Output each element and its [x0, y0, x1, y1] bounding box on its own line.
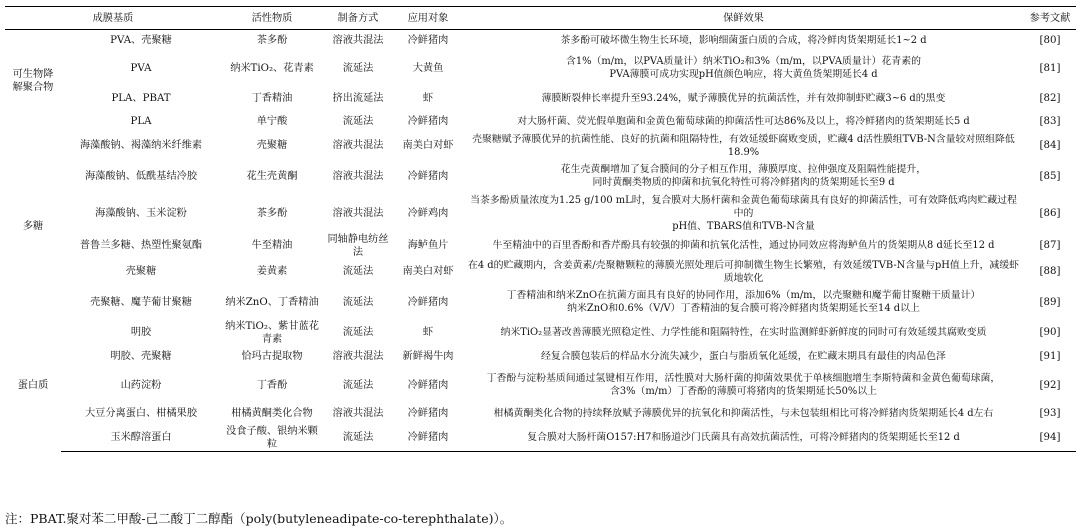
effect-line: 含3%（m/m）丁香酚的薄膜可将猪肉的货架期延长50%以上	[609, 386, 878, 397]
target-cell: 南美白对虾	[402, 140, 454, 151]
effect-cell	[463, 320, 1024, 346]
effect-line: 牛至精油中的百里香酚和香芹酚具有较强的抑菌和抗氧化活性，通过协同效应将海鲈鱼片的货架期从8 d延长至12 d	[492, 240, 995, 251]
matrix-cell: 山药淀粉	[120, 379, 162, 391]
effect-line: 对大肠杆菌、荧光假单胞菌和金黄色葡萄球菌的抑菌活性可达86%及以上，将冷鲜猪肉的货架期延长5 d	[517, 116, 970, 127]
effect-cell	[463, 51, 1024, 86]
reference-cell: [89]	[1039, 296, 1061, 308]
effect-cell	[463, 285, 1024, 320]
effect-cell	[463, 111, 1024, 133]
effect-cell	[463, 259, 1024, 285]
effect-cell	[463, 30, 1024, 51]
matrix-cell: 明胶	[130, 327, 152, 338]
matrix-cell: 壳聚糖、魔芋葡甘聚糖	[90, 296, 192, 308]
target-cell: 虾	[422, 327, 434, 338]
active-substance-cell: 茶多酚	[256, 34, 288, 46]
table-row	[5, 86, 1076, 111]
table-row	[5, 320, 1076, 346]
effect-line: 丁香精油和纳米ZnO在抗菌方面具有良好的协同作用，添加6%（m/m，以壳聚糖和魔芋葡甘聚糖干质量计）	[506, 290, 981, 301]
table-row	[5, 346, 1076, 368]
effect-line: 含1%（m/m，以PVA质量计）纳米TiO₂和3%（m/m，以PVA质量计）花青素的	[566, 56, 921, 67]
matrix-cell: PVA、壳聚糖	[110, 34, 172, 46]
effect-line: 当茶多酚质量浓度为1.25 g/100 mL时，复合膜对大肠杆菌和金黄色葡萄球菌具有良好的抑菌活性，可有效降低鸡肉贮藏过程中的	[470, 194, 1017, 219]
active-substance-cell: 恰玛古提取物	[241, 351, 303, 362]
reference-cell: [91]	[1039, 351, 1061, 362]
target-cell: 南美白对虾	[402, 266, 454, 277]
effect-cell	[463, 86, 1024, 111]
target-cell: 冷鲜猪肉	[407, 408, 449, 419]
reference-cell: [94]	[1024, 425, 1076, 452]
reference-cell: [92]	[1039, 379, 1061, 391]
table-body	[5, 30, 1076, 452]
target-cell: 冷鲜鸡肉	[407, 207, 449, 219]
matrix-cell: 大豆分离蛋白、柑橘果胶	[84, 408, 198, 419]
active-substance-cell: 纳米TiO₂、花青素	[230, 62, 314, 74]
method-cell: 流延法	[323, 425, 393, 452]
reference-cell: [81]	[1039, 62, 1061, 74]
reference-cell: [93]	[1039, 408, 1061, 419]
header-preparation-method: 制备方式	[323, 7, 393, 30]
effect-cell	[463, 425, 1024, 452]
target-cell: 海鲈鱼片	[407, 240, 449, 251]
reference-cell: [80]	[1039, 34, 1061, 46]
effect-line: PVA薄膜可成功实现pH值颜色响应，将大黄鱼货架期延长4 d	[609, 69, 878, 80]
effect-cell	[463, 133, 1024, 159]
active-substance-cell: 丁香精油	[251, 92, 293, 104]
table-row	[5, 403, 1076, 425]
matrix-cell: PLA、PBAT	[111, 92, 171, 104]
target-cell: 冷鲜猪肉	[407, 34, 449, 46]
effect-line: 茶多酚可破坏微生物生长环境，影响细菌蛋白质的合成，将冷鲜肉货架期延长1~2 d	[560, 34, 927, 46]
preservation-table	[5, 6, 1076, 452]
active-substance-cell: 单宁酸	[256, 116, 288, 127]
method-cell: 溶液共混法	[332, 170, 384, 182]
active-substance-cell: 纳米TiO₂、紫甘蓝花青素	[225, 320, 319, 345]
effect-line: 纳米TiO₂显著改善薄膜光照稳定性、力学性能和阻隔特性，在实时监测鲜虾新鲜度的同时可有效延缓其腐败变质	[500, 327, 987, 338]
active-substance-cell: 丁香酚	[256, 379, 288, 391]
target-cell: 大黄鱼	[412, 62, 444, 74]
active-substance-cell: 姜黄素	[256, 266, 288, 277]
method-cell: 流延法	[342, 266, 374, 277]
matrix-cell: 明胶、壳聚糖	[110, 351, 172, 362]
reference-cell: [87]	[1039, 240, 1061, 251]
effect-line: pH值、TBARS值和TVB-N含量	[672, 220, 815, 232]
matrix-cell: 壳聚糖	[125, 266, 157, 277]
matrix-cell: PLA	[130, 116, 152, 127]
effect-line: 丁香酚与淀粉基质间通过氢键相互作用，活性膜对大肠杆菌的抑菌效果优于单核细胞增生李斯特菌和金黄色葡萄球菌，	[486, 373, 1001, 384]
target-cell: 冷鲜猪肉	[407, 296, 449, 308]
effect-line: 复合膜对大肠杆菌O157:H7和肠道沙门氏菌具有高效抗菌活性，可将冷鲜猪肉的货架期延长至12 d	[527, 432, 960, 443]
target-cell: 冷鲜猪肉	[393, 425, 463, 452]
matrix-cell: 海藻酸钠、褐藻纳米纤维素	[79, 140, 203, 151]
method-cell: 流延法	[342, 296, 374, 308]
effect-cell	[463, 194, 1024, 233]
reference-cell: [88]	[1039, 266, 1061, 277]
active-substance-cell: 纳米ZnO、丁香精油	[225, 296, 319, 308]
method-cell: 流延法	[342, 379, 374, 391]
method-cell: 同轴静电纺丝法	[327, 233, 389, 258]
table-footnote: 注：PBAT.聚对苯二甲酸-己二酸丁二醇酯（poly(butyleneadipate-co-terephthalate)）。	[5, 511, 513, 526]
method-cell: 溶液共混法	[332, 207, 384, 219]
method-cell: 挤出流延法	[332, 92, 384, 104]
method-cell: 溶液共混法	[332, 351, 384, 362]
header-preservation-effect: 保鲜效果	[463, 7, 1024, 30]
reference-cell: [85]	[1039, 170, 1061, 182]
table-row	[5, 159, 1076, 194]
table-row	[5, 30, 1076, 51]
target-cell: 虾	[422, 92, 434, 104]
table-row	[5, 133, 1076, 159]
table-row	[5, 425, 1076, 452]
header-active-substance: 活性物质	[221, 7, 323, 30]
header-reference: 参考文献	[1024, 7, 1076, 30]
effect-line: 纳米ZnO和0.6%（V/V）丁香精油的复合膜可将冷鲜猪肉货架期延长至14 d以上	[567, 303, 920, 314]
table-row	[5, 194, 1076, 233]
table-row	[5, 51, 1076, 86]
method-cell: 溶液共混法	[332, 408, 384, 419]
active-substance-cell: 牛至精油	[251, 240, 293, 251]
active-substance-cell: 没食子酸、银纳米颗粒	[221, 425, 323, 452]
header-application-target: 应用对象	[393, 7, 463, 30]
table-row	[5, 111, 1076, 133]
table-row	[5, 285, 1076, 320]
table-row	[5, 368, 1076, 403]
effect-cell	[463, 159, 1024, 194]
effect-line: 花生壳黄酮增加了复合膜间的分子相互作用，薄膜厚度、拉伸强度及阻隔性能提升，	[560, 164, 927, 175]
category-cell: 可生物降解聚合物	[12, 69, 54, 94]
table-row	[5, 233, 1076, 259]
effect-line: 薄膜断裂伸长率提升至93.24%，赋予薄膜优异的抗菌活性，并有效抑制虾贮藏3~6 d的黑变	[541, 92, 946, 104]
method-cell: 溶液共混法	[332, 140, 384, 151]
active-substance-cell: 壳聚糖	[256, 140, 288, 151]
table-header-row	[5, 7, 1076, 30]
reference-cell: [84]	[1039, 140, 1061, 151]
target-cell: 冷鲜猪肉	[407, 170, 449, 182]
target-cell: 新鲜褐牛肉	[402, 351, 454, 362]
reference-cell: [82]	[1039, 92, 1061, 104]
effect-line: 柑橘黄酮类化合物的持续释放赋予薄膜优异的抗氧化和抑菌活性，与未包装组相比可将冷鲜猪肉货架期延长4 d左右	[493, 408, 994, 419]
matrix-cell: 海藻酸钠、低酰基结冷胶	[84, 170, 198, 182]
effect-line: 在4 d的贮藏期内，含姜黄素/壳聚糖颗粒的薄膜光照处理后可抑制微生物生长繁殖，有效延缓TVB-N含量与pH值上升，减缓虾质地软化	[467, 259, 1020, 284]
matrix-cell: PVA	[130, 62, 152, 74]
effect-line: 经复合膜包装后的样品水分流失减少，蛋白与脂质氧化延缓，在贮藏末期具有最佳的肉品色泽	[541, 351, 946, 362]
reference-cell: [90]	[1039, 327, 1061, 338]
matrix-cell: 普鲁兰多糖、热塑性聚氨酯	[79, 240, 203, 251]
effect-line: 壳聚糖赋予薄膜优异的抗菌性能、良好的抗菌和阻隔特性，有效延缓虾腐败变质，贮藏4 d活性膜组TVB-N含量较对照组降低18.9%	[472, 133, 1015, 158]
method-cell: 溶液共混法	[332, 34, 384, 46]
target-cell: 冷鲜猪肉	[407, 379, 449, 391]
active-substance-cell: 花生壳黄酮	[246, 170, 298, 182]
reference-cell: [83]	[1039, 116, 1061, 127]
table-row	[5, 259, 1076, 285]
effect-line: 同时黄酮类物质的抑菌和抗氧化特性可将冷鲜猪肉的货架期延长至9 d	[592, 177, 895, 188]
reference-cell: [86]	[1039, 207, 1061, 219]
method-cell: 流延法	[342, 116, 374, 127]
effect-cell	[463, 233, 1024, 259]
method-cell: 流延法	[342, 327, 374, 338]
effect-cell	[463, 346, 1024, 368]
effect-cell	[463, 403, 1024, 425]
effect-cell	[463, 368, 1024, 403]
matrix-cell: 玉米醇溶蛋白	[61, 425, 221, 452]
target-cell: 冷鲜猪肉	[407, 116, 449, 127]
active-substance-cell: 柑橘黄酮类化合物	[231, 408, 313, 419]
header-film-matrix: 成膜基质	[5, 7, 221, 30]
category-cell: 蛋白质	[17, 379, 49, 391]
category-cell: 多糖	[22, 220, 44, 232]
active-substance-cell: 茶多酚	[256, 207, 288, 219]
matrix-cell: 海藻酸钠、玉米淀粉	[95, 207, 187, 219]
method-cell: 流延法	[342, 62, 374, 74]
